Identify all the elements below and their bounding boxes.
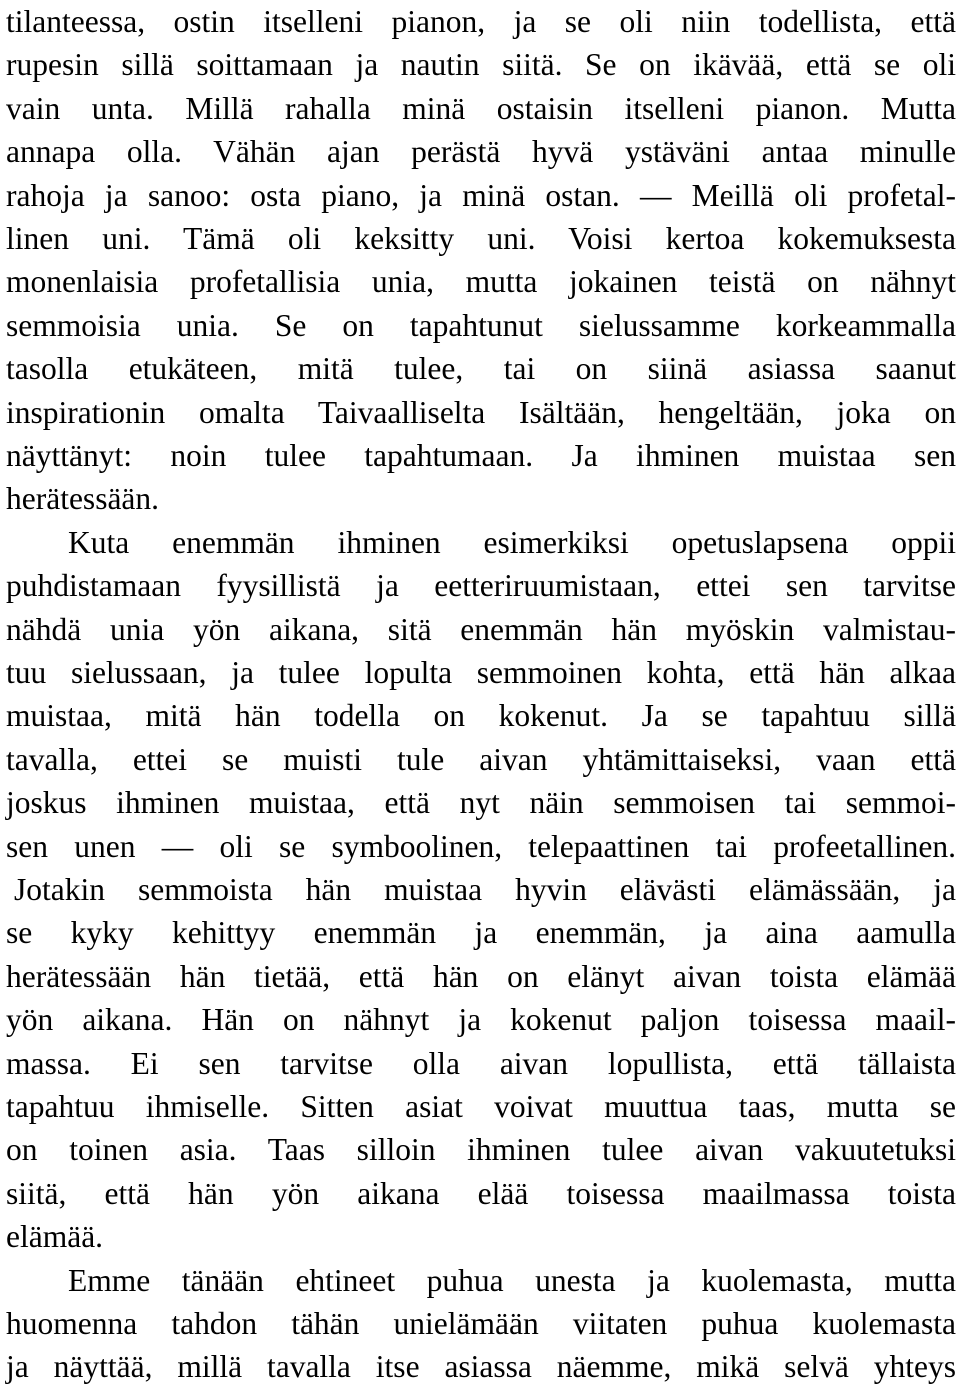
paragraph-end-line: elämää. [6, 1219, 104, 1255]
text-line: se kyky kehittyy enemmän ja enemmän, ja aina aamulla [6, 915, 956, 951]
text-line: puhdistamaan fyysillistä ja eetteriruumistaan, ettei sen tarvitse [6, 568, 956, 604]
text-line: tilanteessa, ostin itselleni pianon, ja se oli niin todellista, että [6, 4, 956, 39]
text-line: sen unen — oli se symboolinen, telepaattinen tai profeetallinen. [6, 828, 956, 864]
text-line: näyttänyt: noin tulee tapahtumaan. Ja ihminen muistaa sen [6, 438, 956, 473]
text-line: rahoja ja sanoo: osta piano, ja minä ostan. — Meillä oli profetal- [6, 177, 956, 213]
text-line: tapahtuu ihmiselle. Sitten asiat voivat muuttua taas, mutta se [6, 1089, 956, 1124]
paragraph-end-line: herätessään. [6, 481, 160, 517]
text-line: semmoisia unia. Se on tapahtunut sielussamme korkeammalla [6, 307, 956, 343]
text-line: joskus ihminen muistaa, että nyt näin semmoisen tai semmoi- [6, 785, 956, 821]
text-line: tavalla, ettei se muisti tule aivan yhtämittaiseksi, vaan että [6, 741, 956, 777]
text-line: herätessään hän tietää, että hän on elänyt aivan toista elämää [6, 958, 956, 994]
text-line: vain unta. Millä rahalla minä ostaisin itselleni pianon. Mutta [6, 90, 956, 126]
text-line: ja näyttää, millä tavalla itse asiassa näemme, mikä selvä yhteys [6, 1349, 956, 1385]
text-line: nähdä unia yön aikana, sitä enemmän hän myöskin valmistau- [6, 611, 956, 647]
text-line: monenlaisia profetallisia unia, mutta jokainen teistä on nähnyt [6, 264, 956, 300]
text-line: massa. Ei sen tarvitse olla aivan lopullista, että tällaista [6, 1045, 956, 1081]
paragraph-start-line: Emme tänään ehtineet puhua unesta ja kuolemasta, mutta [68, 1262, 956, 1298]
text-line: tasolla etukäteen, mitä tulee, tai on siinä asiassa saanut [6, 351, 956, 387]
text-line: tuu sielussaan, ja tulee lopulta semmoinen kohta, että hän alkaa [6, 655, 956, 690]
text-line: muistaa, mitä hän todella on kokenut. Ja se tapahtuu sillä [6, 698, 956, 734]
text-line: siitä, että hän yön aikana elää toisessa maailmassa toista [6, 1175, 956, 1211]
text-line: on toinen asia. Taas silloin ihminen tulee aivan vakuutetuksi [6, 1132, 956, 1168]
text-line: yön aikana. Hän on nähnyt ja kokenut paljon toisessa maail- [6, 1002, 956, 1038]
text-line: huomenna tahdon tähän unielämään viitaten puhua kuolemasta [6, 1306, 956, 1341]
paragraph-start-line: Kuta enemmän ihminen esimerkiksi opetuslapsena oppii [68, 524, 956, 560]
text-line: linen uni. Tämä oli keksitty uni. Voisi kertoa kokemuksesta [6, 221, 956, 256]
text-line: Jotakin semmoista hän muistaa hyvin elävästi elämässään, ja [14, 872, 956, 907]
text-line: inspirationin omalta Taivaalliselta Isältään, hengeltään, joka on [6, 394, 956, 430]
text-line: rupesin sillä soittamaan ja nautin siitä. Se on ikävää, että se oli [6, 47, 956, 83]
text-line: annapa olla. Vähän ajan perästä hyvä ystäväni antaa minulle [6, 134, 956, 170]
